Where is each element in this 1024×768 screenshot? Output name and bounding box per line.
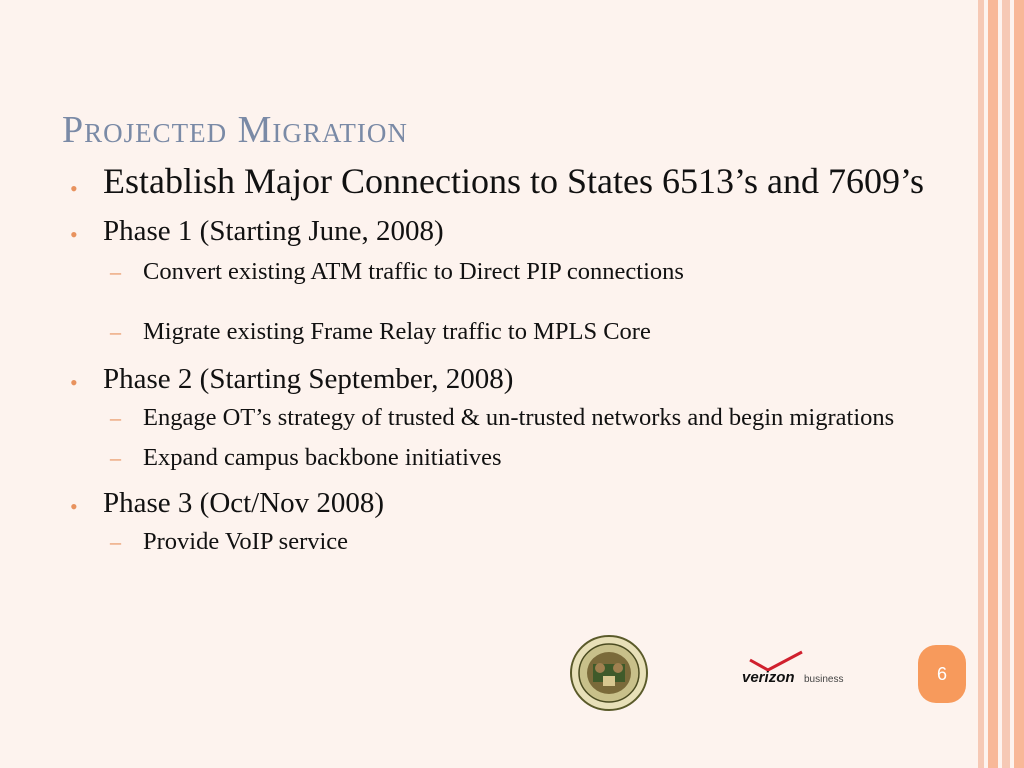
sub-bullet-text: Convert existing ATM traffic to Direct PIP connections [143,258,684,285]
verizon-wordmark: verizon [742,669,795,686]
bullet-item [70,160,950,202]
bullet-text: Establish Major Connections to States 6513’s and 7609’s [103,161,924,201]
sub-bullet-text: Expand campus backbone initiatives [143,444,502,471]
page-number-badge [918,645,966,703]
sub-bullet-item [70,316,950,348]
slide-title: Projected Migration [62,109,408,151]
bullet-text: Phase 3 (Oct/Nov 2008) [103,487,385,519]
dash-icon: – [110,529,121,554]
bullet-text: Phase 2 (Starting September, 2008) [103,363,514,395]
bullet-item [70,362,950,396]
verizon-business-logo [742,648,848,688]
dash-icon: – [110,259,121,284]
bullet-item [70,214,950,248]
bullet-icon: • [70,176,78,201]
sub-bullet-item [70,526,950,558]
page-number: 6 [936,663,947,684]
bullet-item [70,486,950,520]
sub-bullet-item [70,256,950,288]
sub-bullet-item [70,442,950,474]
bullet-icon: • [70,494,78,519]
dash-icon: – [110,405,121,430]
sub-bullet-item [70,400,950,436]
bullet-text: Phase 1 (Starting June, 2008) [103,215,444,247]
dash-icon: – [110,445,121,470]
sub-bullet-text: Migrate existing Frame Relay traffic to MPLS Core [143,318,651,345]
sub-bullet-text: Engage OT’s strategy of trusted & un-trusted networks and begin migrations [143,404,895,431]
state-seal-logo [569,634,649,712]
bullet-icon: • [70,370,78,395]
dash-icon: – [110,319,121,344]
bullet-icon: • [70,222,78,247]
bullet-list [70,160,950,558]
business-wordmark: business [804,674,844,685]
sub-bullet-text: Provide VoIP service [143,528,349,555]
decorative-stripes [978,0,1024,768]
